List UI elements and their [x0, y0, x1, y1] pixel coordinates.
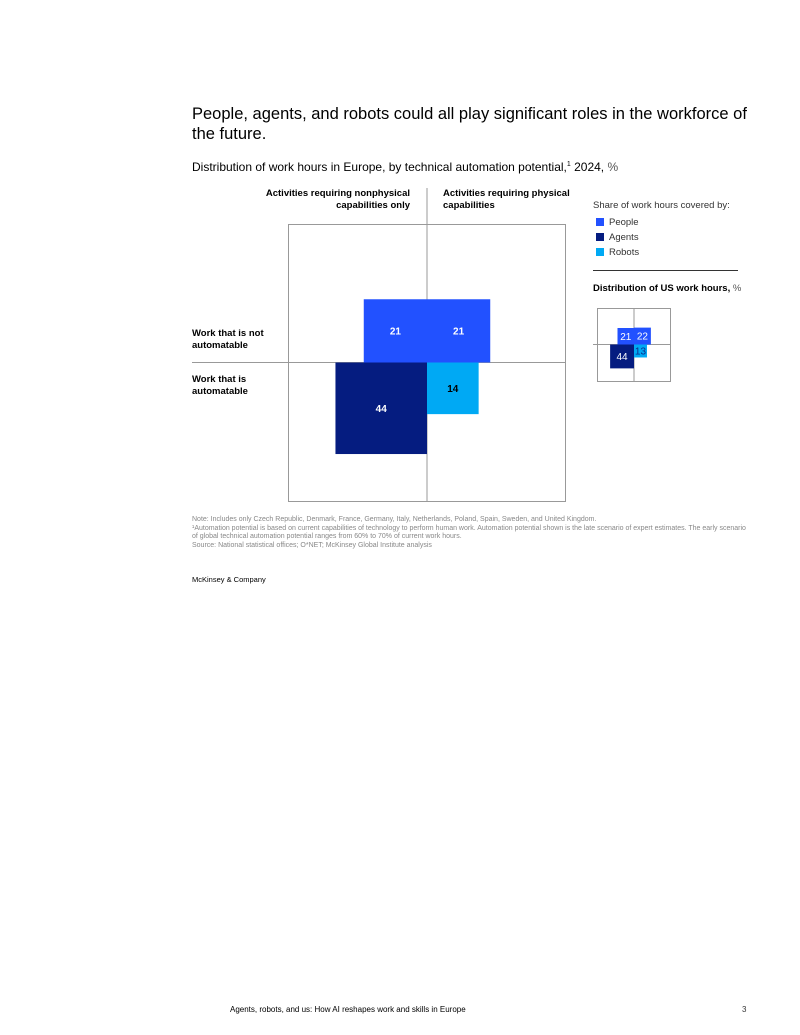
headline: People, agents, and robots could all play significant roles in the workforce of the future. [192, 105, 747, 143]
row-label-automatable: Work that is automatable [192, 374, 248, 397]
column-label-physical: Activities requiring physical capabilities [443, 188, 570, 211]
note-source: Source: National statistical offices; O*NET; McKinsey Global Institute analysis [192, 541, 432, 549]
cell-value-label: 13 [634, 346, 647, 358]
cell-value-label: 21 [389, 326, 401, 338]
page-number: 3 [742, 1005, 747, 1014]
footnote-marker: 1 [566, 161, 571, 168]
row-label-not-automatable: Work that is not automatable [192, 328, 264, 351]
cell-value-label: 21 [453, 326, 465, 338]
legend-label-robots: Robots [609, 246, 640, 258]
us-title-text: Distribution of US work hours, [593, 283, 731, 294]
subtitle-text: Distribution of work hours in Europe, by technical automation potential, [192, 160, 567, 174]
cell-value-label: 22 [636, 331, 649, 343]
us-title-unit: % [730, 283, 742, 294]
legend-title: Share of work hours covered by: [593, 200, 730, 211]
cell-value-label: 21 [620, 331, 632, 343]
note-countries: Note: Includes only Czech Republic, Denmark, France, Germany, Italy, Netherlands, Poland, Spain, Sweden, and United Kingdom. [192, 516, 597, 523]
column-label-nonphysical: Activities requiring nonphysical capabilities only [265, 188, 410, 211]
legend-label-people: People [609, 216, 639, 228]
legend-label-agents: Agents [609, 231, 639, 243]
notes-block [192, 516, 752, 550]
note-automation-potential: ¹Automation potential is based on current capabilities of technology to perform human work. Automation potential shown is the late scenario of expert estimates. The early scenario of global technical automation potential ranges from 60% to 70% of current work hours. [192, 524, 746, 540]
brand-name: McKinsey & Company [192, 575, 266, 584]
subtitle-unit: % [604, 160, 619, 174]
cell-value-label: 44 [616, 351, 628, 363]
footer-title: Agents, robots, and us: How AI reshapes work and skills in Europe [230, 1005, 466, 1014]
cell-value-label: 14 [447, 383, 459, 395]
subtitle-year: 2024, [570, 160, 605, 174]
cell-value-label: 44 [375, 403, 387, 415]
